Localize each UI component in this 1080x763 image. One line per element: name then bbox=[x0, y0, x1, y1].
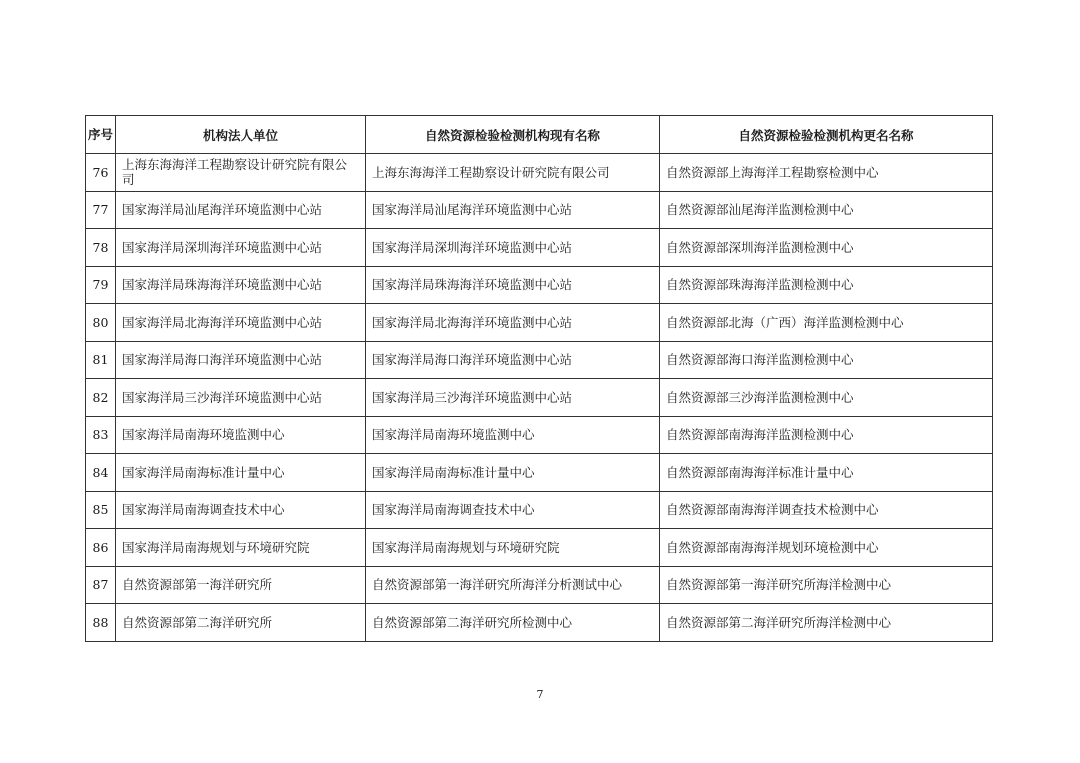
table-row bbox=[86, 191, 993, 229]
cell-current-name: 国家海洋局南海规划与环境研究院 bbox=[366, 529, 660, 567]
cell-serial-number: 88 bbox=[86, 604, 116, 642]
cell-serial-number: 81 bbox=[86, 341, 116, 379]
header-serial-number: 序号 bbox=[86, 116, 116, 154]
cell-current-name: 国家海洋局北海海洋环境监测中心站 bbox=[366, 304, 660, 342]
cell-legal-entity: 国家海洋局珠海海洋环境监测中心站 bbox=[116, 266, 366, 304]
cell-legal-entity: 国家海洋局海口海洋环境监测中心站 bbox=[116, 341, 366, 379]
cell-current-name: 国家海洋局珠海海洋环境监测中心站 bbox=[366, 266, 660, 304]
cell-new-name: 自然资源部上海海洋工程勘察检测中心 bbox=[660, 154, 993, 192]
cell-legal-entity: 国家海洋局北海海洋环境监测中心站 bbox=[116, 304, 366, 342]
cell-serial-number: 78 bbox=[86, 229, 116, 267]
cell-current-name: 国家海洋局汕尾海洋环境监测中心站 bbox=[366, 191, 660, 229]
cell-serial-number: 83 bbox=[86, 416, 116, 454]
cell-current-name: 自然资源部第一海洋研究所海洋分析测试中心 bbox=[366, 566, 660, 604]
table-row bbox=[86, 154, 993, 192]
table-row bbox=[86, 604, 993, 642]
cell-new-name: 自然资源部深圳海洋监测检测中心 bbox=[660, 229, 993, 267]
cell-legal-entity: 自然资源部第一海洋研究所 bbox=[116, 566, 366, 604]
cell-serial-number: 77 bbox=[86, 191, 116, 229]
cell-serial-number: 84 bbox=[86, 454, 116, 492]
cell-current-name: 国家海洋局海口海洋环境监测中心站 bbox=[366, 341, 660, 379]
table-row bbox=[86, 266, 993, 304]
cell-new-name: 自然资源部珠海海洋监测检测中心 bbox=[660, 266, 993, 304]
table-row bbox=[86, 454, 993, 492]
cell-serial-number: 85 bbox=[86, 491, 116, 529]
table-row bbox=[86, 416, 993, 454]
cell-current-name: 上海东海海洋工程勘察设计研究院有限公司 bbox=[366, 154, 660, 192]
table-header-row bbox=[86, 116, 993, 154]
page-number: 7 bbox=[536, 688, 544, 701]
cell-new-name: 自然资源部三沙海洋监测检测中心 bbox=[660, 379, 993, 417]
cell-new-name: 自然资源部第二海洋研究所海洋检测中心 bbox=[660, 604, 993, 642]
institution-rename-table bbox=[85, 115, 993, 642]
cell-current-name: 国家海洋局南海标准计量中心 bbox=[366, 454, 660, 492]
cell-new-name: 自然资源部南海海洋标准计量中心 bbox=[660, 454, 993, 492]
cell-serial-number: 86 bbox=[86, 529, 116, 567]
header-legal-entity: 机构法人单位 bbox=[116, 116, 366, 154]
cell-legal-entity: 国家海洋局南海环境监测中心 bbox=[116, 416, 366, 454]
cell-current-name: 国家海洋局南海环境监测中心 bbox=[366, 416, 660, 454]
cell-legal-entity: 国家海洋局三沙海洋环境监测中心站 bbox=[116, 379, 366, 417]
cell-legal-entity: 国家海洋局深圳海洋环境监测中心站 bbox=[116, 229, 366, 267]
cell-legal-entity: 自然资源部第二海洋研究所 bbox=[116, 604, 366, 642]
cell-legal-entity: 国家海洋局南海标准计量中心 bbox=[116, 454, 366, 492]
cell-serial-number: 79 bbox=[86, 266, 116, 304]
cell-current-name: 国家海洋局南海调查技术中心 bbox=[366, 491, 660, 529]
cell-legal-entity: 国家海洋局南海调查技术中心 bbox=[116, 491, 366, 529]
cell-new-name: 自然资源部北海（广西）海洋监测检测中心 bbox=[660, 304, 993, 342]
cell-current-name: 国家海洋局深圳海洋环境监测中心站 bbox=[366, 229, 660, 267]
cell-new-name: 自然资源部汕尾海洋监测检测中心 bbox=[660, 191, 993, 229]
cell-new-name: 自然资源部南海海洋监测检测中心 bbox=[660, 416, 993, 454]
table-row bbox=[86, 379, 993, 417]
cell-legal-entity: 国家海洋局汕尾海洋环境监测中心站 bbox=[116, 191, 366, 229]
cell-new-name: 自然资源部海口海洋监测检测中心 bbox=[660, 341, 993, 379]
cell-new-name: 自然资源部南海海洋调查技术检测中心 bbox=[660, 491, 993, 529]
table-row bbox=[86, 529, 993, 567]
cell-legal-entity: 上海东海海洋工程勘察设计研究院有限公司 bbox=[116, 154, 366, 192]
cell-legal-entity: 国家海洋局南海规划与环境研究院 bbox=[116, 529, 366, 567]
table-row bbox=[86, 566, 993, 604]
cell-new-name: 自然资源部南海海洋规划环境检测中心 bbox=[660, 529, 993, 567]
table-row bbox=[86, 229, 993, 267]
header-current-name: 自然资源检验检测机构现有名称 bbox=[366, 116, 660, 154]
cell-current-name: 国家海洋局三沙海洋环境监测中心站 bbox=[366, 379, 660, 417]
cell-new-name: 自然资源部第一海洋研究所海洋检测中心 bbox=[660, 566, 993, 604]
cell-serial-number: 87 bbox=[86, 566, 116, 604]
header-new-name: 自然资源检验检测机构更名名称 bbox=[660, 116, 993, 154]
cell-current-name: 自然资源部第二海洋研究所检测中心 bbox=[366, 604, 660, 642]
cell-serial-number: 76 bbox=[86, 154, 116, 192]
table-row bbox=[86, 304, 993, 342]
table-row bbox=[86, 341, 993, 379]
cell-serial-number: 82 bbox=[86, 379, 116, 417]
table-row bbox=[86, 491, 993, 529]
cell-serial-number: 80 bbox=[86, 304, 116, 342]
